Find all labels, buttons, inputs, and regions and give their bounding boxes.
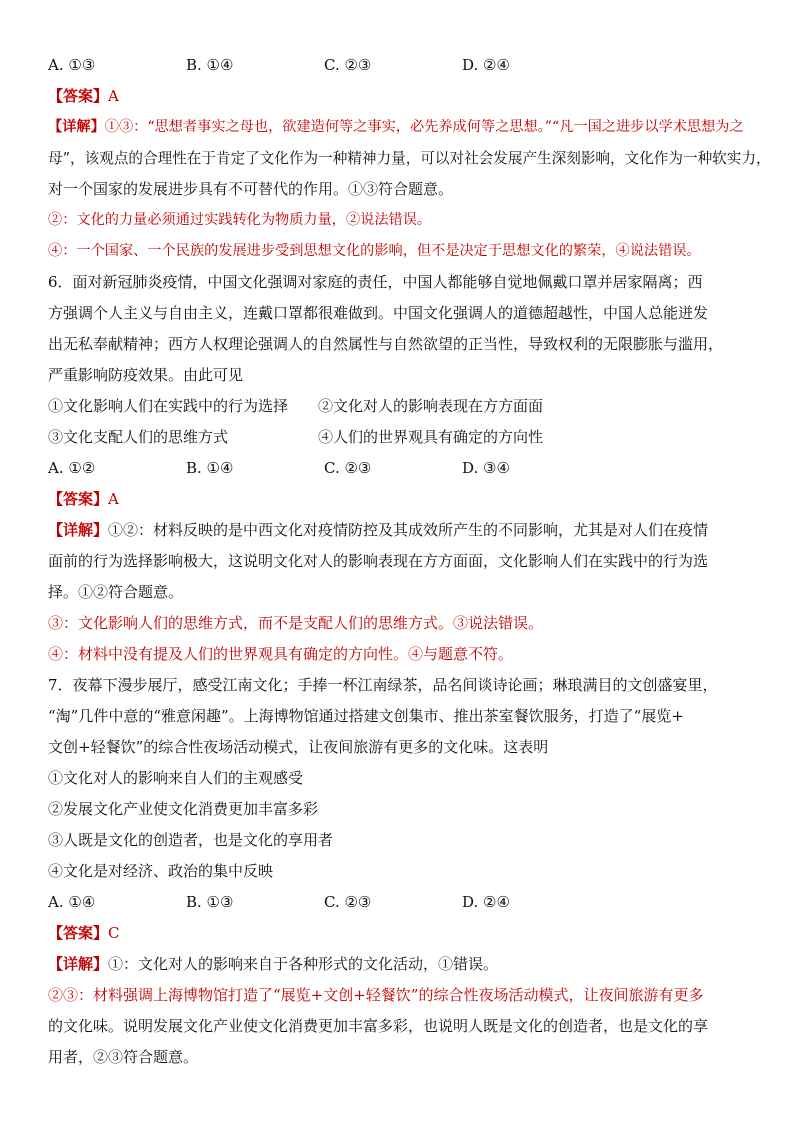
q6-option-c: C. ②③ xyxy=(324,459,372,477)
q7-option-a: A. ①④ xyxy=(48,893,96,911)
q6-detail-3: ③：文化影响人们的思维方式，而不是支配人们的思维方式。③说法错误。 xyxy=(48,614,544,632)
q7-detail-line-1 xyxy=(48,949,748,980)
q7-option-c: C. ②③ xyxy=(324,893,372,911)
q7-detail-line-3: 的文化味。说明发展文化产业使文化消费更加丰富多彩，也说明人既是文化的创造者，也是文化的享 xyxy=(48,1017,709,1035)
q5-detail-2: ②：文化的力量必须通过实践转化为物质力量，②说法错误。 xyxy=(48,212,432,228)
q5-detail-line-3: 对一个国家的发展进步具有不可替代的作用。①③符合题意。 xyxy=(48,180,454,198)
q7-answer-value: C xyxy=(108,924,120,942)
q7-statement-1: ①文化对人的影响来自人们的主观感受 xyxy=(48,769,304,787)
q6-stem-line-3: 出无私奉献精神；西方人权理论强调人的自然属性与自然欲望的正当性，导致权利的无限膨胀与滥用， xyxy=(48,335,724,353)
q6-answer xyxy=(48,484,748,515)
q6-statements-row-2 xyxy=(48,422,748,453)
q6-statement-4: ④人们的世界观具有确定的方向性 xyxy=(318,428,544,446)
q6-options xyxy=(48,453,748,484)
q7-detail-tag: 【详解】 xyxy=(48,955,109,973)
q6-option-b: B. ①④ xyxy=(186,459,234,477)
q7-answer-tag: 【答案】 xyxy=(48,924,109,942)
q7-detail-line-4: 用者，②③符合题意。 xyxy=(48,1048,199,1066)
q7-option-b: B. ①③ xyxy=(186,893,234,911)
q6-answer-value: A xyxy=(108,490,119,508)
q7-stem-line-1: 7．夜幕下漫步展厅，感受江南文化；手捧一杯江南绿茶，品名间谈诗论画；琳琅满目的文创盛宴里， xyxy=(48,676,718,694)
q5-detail-tag: 【详解】 xyxy=(48,119,105,135)
q6-option-a: A. ①② xyxy=(48,459,96,477)
q6-option-d: D. ③④ xyxy=(462,459,510,477)
q5-options xyxy=(48,50,748,81)
q5-answer-tag: 【答案】 xyxy=(48,87,109,105)
q6-statement-1: ①文化影响人们在实践中的行为选择 xyxy=(48,397,289,415)
q5-option-a: A. ①③ xyxy=(48,56,96,74)
q6-detail-line-2: 面前的行为选择影响极大，这说明文化对人的影响表现在方方面面，文化影响人们在实践中的行为选 xyxy=(48,552,709,570)
q6-detail-text-1: ①②：材料反映的是中西文化对疫情防控及其成效所产生的不同影响，尤其是对人们在疫情 xyxy=(108,521,709,539)
q6-stem-line-1: 6．面对新冠肺炎疫情，中国文化强调对家庭的责任，中国人都能够自觉地佩戴口罩并居家隔离；西 xyxy=(48,273,703,291)
q5-option-c: C. ②③ xyxy=(324,56,372,74)
q6-detail-line-1 xyxy=(48,515,748,546)
q6-stem-line-2: 方强调个人主义与自由主义，连戴口罩都很难做到。中国文化强调人的道德超越性，中国人总能迸发 xyxy=(48,304,709,322)
q7-stem-line-3: 文创+轻餐饮”的综合性夜场活动模式，让夜间旅游有更多的文化味。这表明 xyxy=(48,738,549,756)
q7-option-d: D. ②④ xyxy=(462,893,510,911)
document-page xyxy=(48,50,771,1073)
q6-detail-line-3: 择。①②符合题意。 xyxy=(48,583,184,601)
q5-answer-value: A xyxy=(108,87,119,105)
q7-stem-line-2: “淘”几件中意的“雅意闲趣”。上海博物馆通过搭建文创集市、推出茶室餐饮服务，打造了“展览+ xyxy=(48,707,684,725)
q6-answer-tag: 【答案】 xyxy=(48,490,109,508)
q7-detail-1: ①：文化对人的影响来自于各种形式的文化活动，①错误。 xyxy=(108,955,499,973)
q5-answer xyxy=(48,81,748,112)
q5-option-d: D. ②④ xyxy=(462,56,510,74)
q7-statement-4: ④文化是对经济、政治的集中反映 xyxy=(48,862,274,880)
q5-detail-text-1: ①③：“思想者事实之母也，欲建造何等之事实，必先养成何等之思想。”“凡一国之进步以学术思想为之 xyxy=(104,119,744,135)
q5-detail-line-1 xyxy=(48,112,748,143)
q7-statement-3: ③人既是文化的创造者，也是文化的享用者 xyxy=(48,831,334,849)
q5-detail-line-2: 母”，该观点的合理性在于肯定了文化作为一种精神力量，可以对社会发展产生深刻影响，文化作为一种软实力， xyxy=(48,150,771,167)
q6-statements-row-1 xyxy=(48,391,748,422)
q6-statement-2: ②文化对人的影响表现在方方面面 xyxy=(318,397,544,415)
q6-statement-3: ③文化支配人们的思维方式 xyxy=(48,428,229,446)
q7-detail-line-2 xyxy=(48,980,748,1011)
q5-detail-4: ④：一个国家、一个民族的发展进步受到思想文化的影响，但不是决定于思想文化的繁荣，④说法错误。 xyxy=(48,243,701,259)
q6-detail-4: ④：材料中没有提及人们的世界观具有确定的方向性。④与题意不符。 xyxy=(48,645,514,663)
q7-options xyxy=(48,887,748,918)
q6-stem-line-4: 严重影响防疫效果。由此可见 xyxy=(48,366,244,384)
q6-detail-tag: 【详解】 xyxy=(48,521,109,539)
q7-answer xyxy=(48,918,748,949)
q7-detail-text-2: ②③：材料强调上海博物馆打造了“展览+文创+轻餐饮”的综合性夜场活动模式，让夜间旅游有更多 xyxy=(48,986,704,1004)
q7-statement-2: ②发展文化产业使文化消费更加丰富多彩 xyxy=(48,800,319,818)
q5-option-b: B. ①④ xyxy=(186,56,234,74)
